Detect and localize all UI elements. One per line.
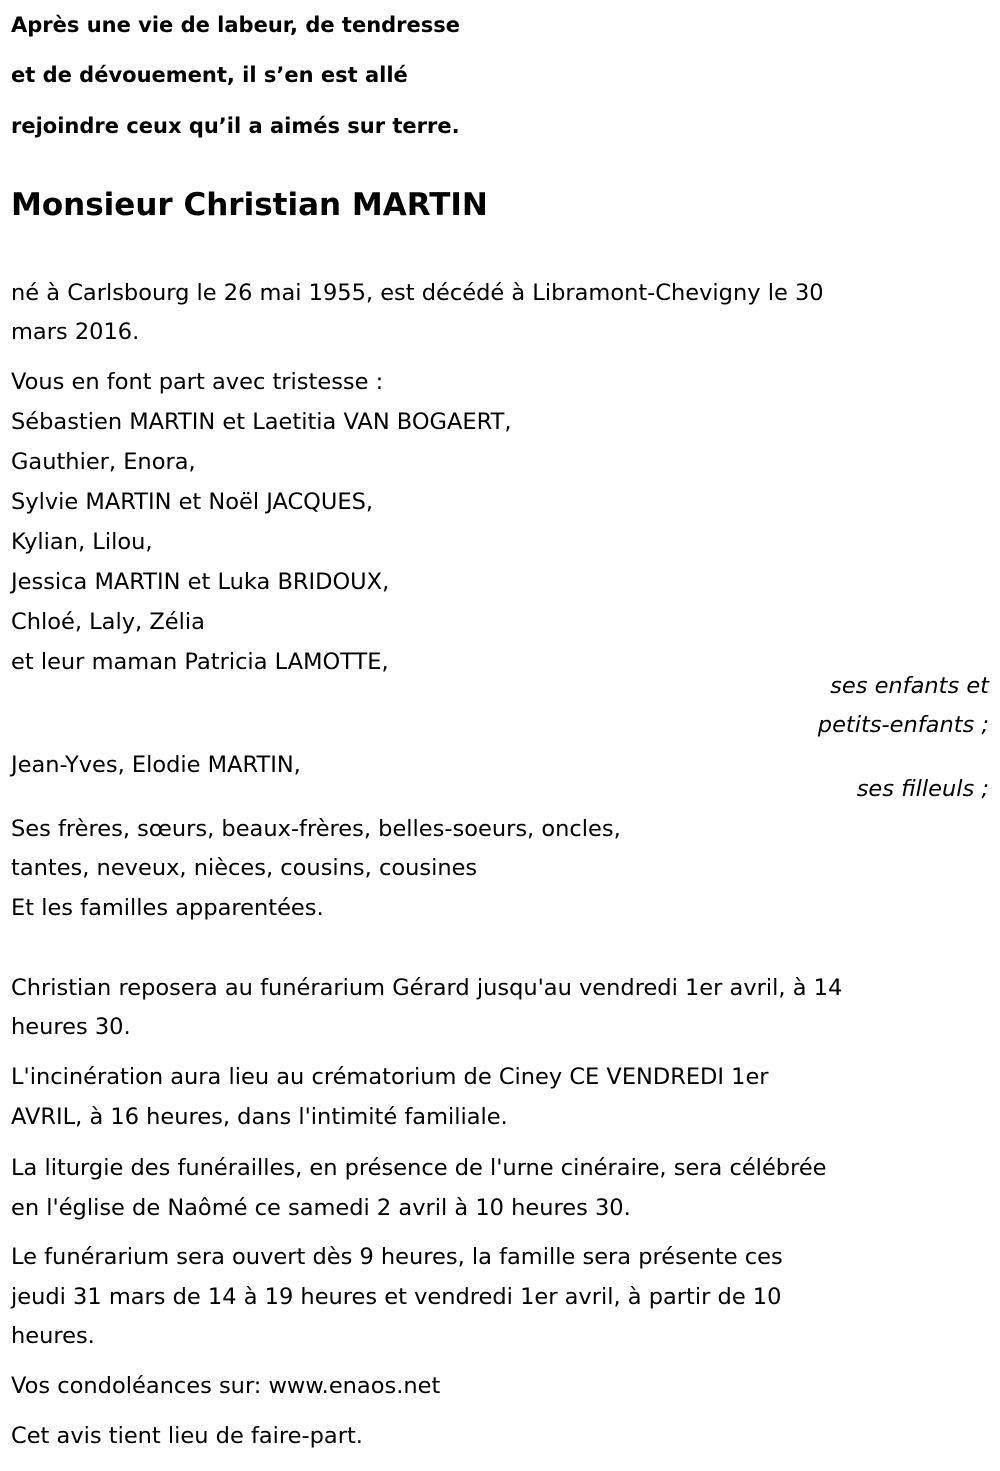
godchildren-line: Jean-Yves, Elodie MARTIN, <box>11 752 301 778</box>
details-line: Le funérarium sera ouvert dès 9 heures, la famille sera présente ces <box>11 1244 783 1270</box>
details-line: La liturgie des funérailles, en présence de l'urne cinéraire, sera célébrée <box>11 1155 827 1181</box>
details-line: AVRIL, à 16 heures, dans l'intimité familiale. <box>11 1104 508 1130</box>
details-line: en l'église de Naômé ce samedi 2 avril à 10 heures 30. <box>11 1195 631 1221</box>
intro-line: et de dévouement, il s’en est allé <box>11 63 408 87</box>
relatives-line: Ses frères, sœurs, beaux-frères, belles-soeurs, oncles, <box>11 816 621 842</box>
details-line: heures 30. <box>11 1014 131 1040</box>
family-line: Chloé, Laly, Zélia <box>11 609 205 635</box>
details-line: L'incinération aura lieu au crématorium de Ciney CE VENDREDI 1er <box>11 1064 769 1090</box>
relatives-line: tantes, neveux, nièces, cousins, cousines <box>11 855 478 881</box>
relatives-line: Et les familles apparentées. <box>11 895 324 921</box>
role-label: ses enfants et <box>830 673 989 699</box>
family-line: Jessica MARTIN et Luka BRIDOUX, <box>11 569 390 595</box>
family-line: Sébastien MARTIN et Laetitia VAN BOGAERT, <box>11 409 512 435</box>
intro-line: rejoindre ceux qu’il a aimés sur terre. <box>11 114 460 138</box>
family-line: et leur maman Patricia LAMOTTE, <box>11 649 389 675</box>
deceased-name: Monsieur Christian MARTIN <box>11 187 488 223</box>
intro-line: Après une vie de labeur, de tendresse <box>11 13 461 37</box>
birth-line: mars 2016. <box>11 319 140 345</box>
birth-line: né à Carlsbourg le 26 mai 1955, est décédé à Libramont-Chevigny le 30 <box>11 280 824 306</box>
family-line: Sylvie MARTIN et Noël JACQUES, <box>11 489 374 515</box>
notice-line: Cet avis tient lieu de faire-part. <box>11 1423 363 1449</box>
condolences-line: Vos condoléances sur: www.enaos.net <box>11 1373 441 1399</box>
details-line: Christian reposera au funérarium Gérard jusqu'au vendredi 1er avril, à 14 <box>11 975 843 1001</box>
details-line: heures. <box>11 1323 95 1349</box>
family-line: Gauthier, Enora, <box>11 449 196 475</box>
family-line: Kylian, Lilou, <box>11 529 153 555</box>
family-line: Vous en font part avec tristesse : <box>11 369 384 395</box>
role-label: ses filleuls ; <box>856 776 989 802</box>
details-line: jeudi 31 mars de 14 à 19 heures et vendredi 1er avril, à partir de 10 <box>11 1284 782 1310</box>
role-label: petits-enfants ; <box>817 712 989 738</box>
